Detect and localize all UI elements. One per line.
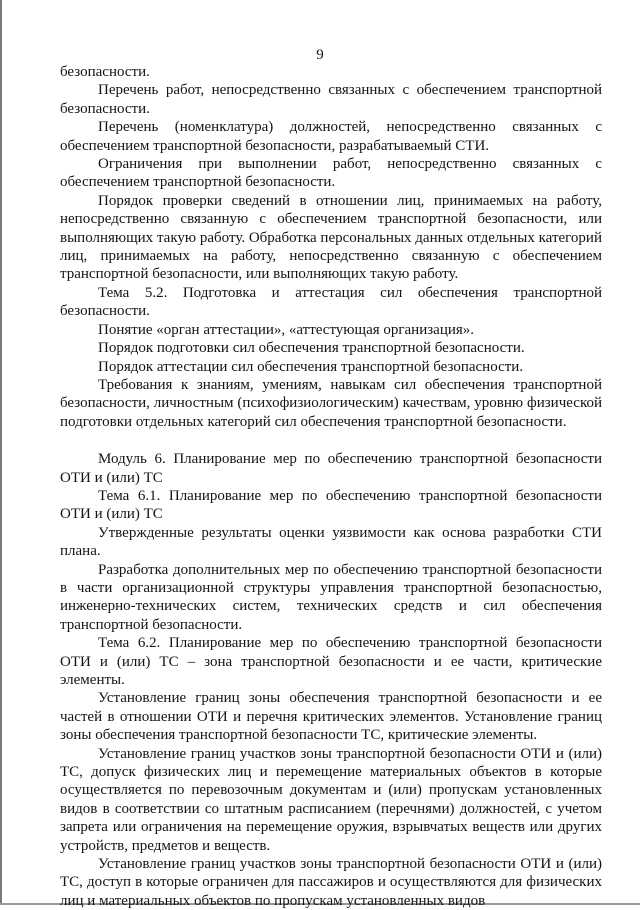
paragraph: Порядок подготовки сил обеспечения транспортной безопасности. xyxy=(98,340,525,357)
paragraph: Разработка дополнительных мер по обеспечению транспортной безопасности в части организационной структуры управления транспортной безопасностью, инженерно-технических систем, технических средств и сил обеспечения транспортной безопасности. xyxy=(60,561,602,633)
paragraph: Ограничения при выполнении работ, непосредственно связанных с обеспечением транспортной безопасности. xyxy=(60,156,602,191)
scan-edge-left xyxy=(0,0,2,905)
topic-heading: Тема 6.2. Планирование мер по обеспечению транспортной безопасности ОТИ и (или) ТС – зона транспортной безопасности и ее части, критические элементы. xyxy=(60,635,602,688)
paragraph: Утвержденные результаты оценки уязвимости как основа разработки СТИ плана. xyxy=(60,524,602,560)
paragraph: Перечень работ, непосредственно связанных с обеспечением транспортной безопасности. xyxy=(60,82,602,117)
paragraph: Перечень (номенклатура) должностей, непосредственно связанных с обеспечением транспортной безопасности, разрабатываемый СТИ. xyxy=(60,119,602,154)
paragraph: Установление границ участков зоны транспортной безопасности ОТИ и (или) ТС, допуск физических лиц и перемещение материальных объектов в которые осуществляется по перевозочным документам и (или) пропускам установленных видов в соответствии со штатным расписанием (перечнями) должностей, с учетом запрета или ограничения на перемещение оружия, взрывчатых веществ или других устройств, предметов и веществ. xyxy=(60,745,602,854)
paragraph: Порядок аттестации сил обеспечения транспортной безопасности. xyxy=(98,358,524,375)
module-heading: Модуль 6. Планирование мер по обеспечению транспортной безопасности ОТИ и (или) ТС xyxy=(60,451,602,486)
document-body xyxy=(60,63,602,910)
paragraph: Порядок проверки сведений в отношении лиц, принимаемых на работу, непосредственно связанную с обеспечением транспортной безопасности, или выполняющих такую работу. Обработка персональных данных отдельных категорий лиц, принимаемых на работу, непосредственно связанную с обеспечением транспортной безопасности, или выполняющих такую работу. xyxy=(60,192,602,283)
topic-heading: Тема 5.2. Подготовка и аттестация сил обеспечения транспортной безопасности. xyxy=(60,284,602,320)
page-number: 9 xyxy=(316,47,324,63)
topic-heading: Тема 6.1. Планирование мер по обеспечению транспортной безопасности ОТИ и (или) ТС xyxy=(60,487,602,523)
paragraph: Установление границ зоны обеспечения транспортной безопасности и ее частей в отношении ОТИ и перечня критических элементов. Установление границ зоны обеспечения транспортной безопасности ТС, критические элементы. xyxy=(60,690,602,744)
paragraph: Требования к знаниям, умениям, навыкам сил обеспечения транспортной безопасности, личностным (психофизиологическим) качествам, уровню физической подготовки отдельных категорий сил обеспечения транспортной безопасности. xyxy=(60,376,602,430)
paragraph: безопасности. xyxy=(60,64,150,80)
paragraph: Установление границ участков зоны транспортной безопасности ОТИ и (или) ТС, доступ в которые ограничен для пассажиров и осуществляются для физических лиц и материальных объектов по пропускам установленных видов xyxy=(60,856,602,909)
paragraph: Понятие «орган аттестации», «аттестующая организация». xyxy=(98,321,475,338)
